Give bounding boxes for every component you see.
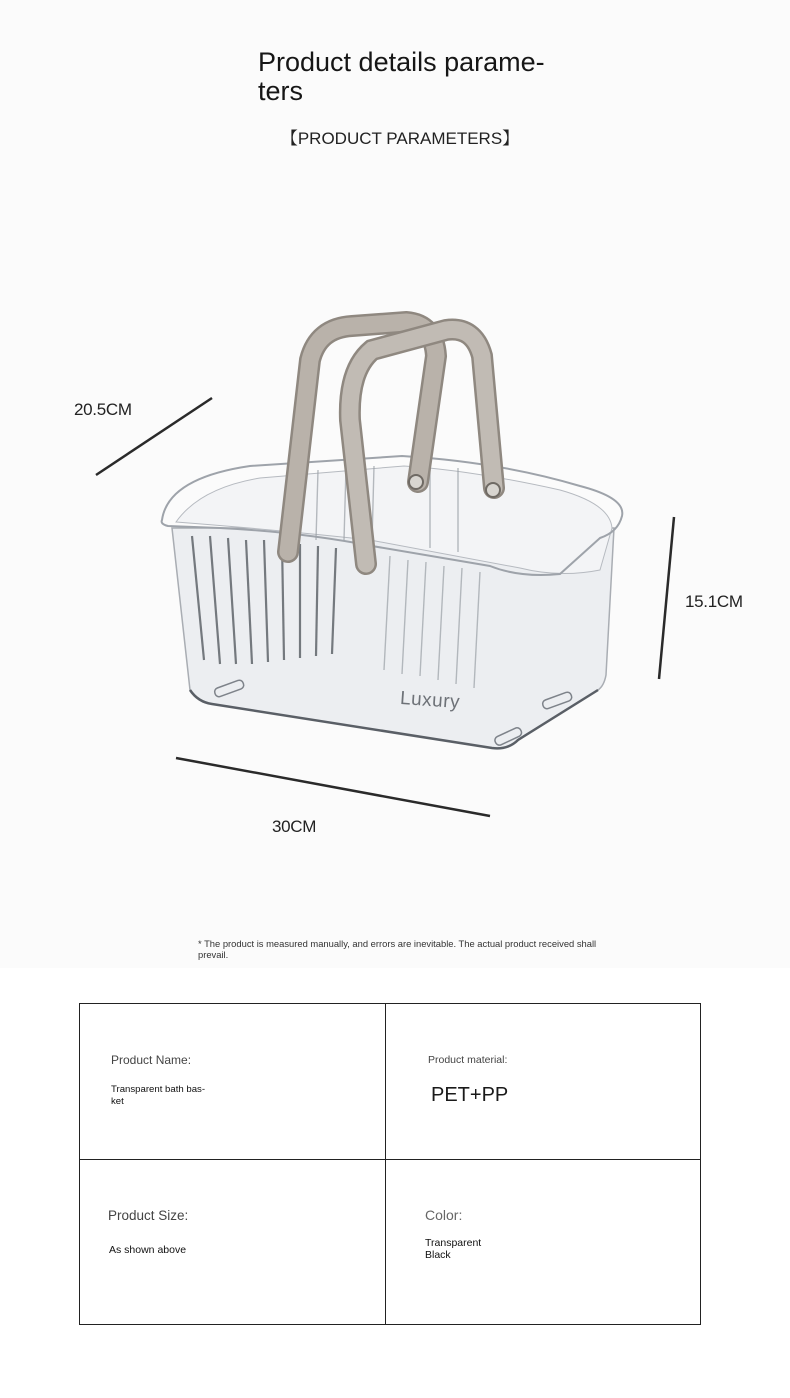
width-dimension-label: 30CM [272, 817, 317, 836]
product-material-value: PET+PP [431, 1084, 509, 1106]
basket-body [162, 456, 623, 748]
width-dimension-line [176, 758, 490, 816]
color-value: Transparent Black [425, 1237, 482, 1261]
product-size-label: Product Size: [108, 1208, 189, 1223]
brand-text: Luxury [399, 687, 461, 714]
product-name-value: Transparent bath bas- ket [111, 1084, 206, 1107]
table-divider-horizontal [80, 1159, 700, 1160]
measurement-note: * The product is measured manually, and errors are inevitable. The actual product received shall prevail. [198, 938, 597, 960]
color-label: Color: [425, 1207, 463, 1223]
depth-dimension-label: 20.5CM [74, 400, 132, 419]
product-name-label: Product Name: [111, 1053, 192, 1067]
table-divider-vertical [385, 1004, 386, 1324]
section-subtitle: 【PRODUCT PARAMETERS】 [280, 129, 520, 148]
height-dimension-label: 15.1CM [685, 592, 743, 611]
height-dimension-line [659, 517, 674, 679]
product-material-label: Product material: [428, 1054, 508, 1066]
parameters-table [79, 1003, 701, 1325]
page-title: Product details parame- ters [258, 47, 545, 106]
product-size-value: As shown above [109, 1244, 187, 1256]
